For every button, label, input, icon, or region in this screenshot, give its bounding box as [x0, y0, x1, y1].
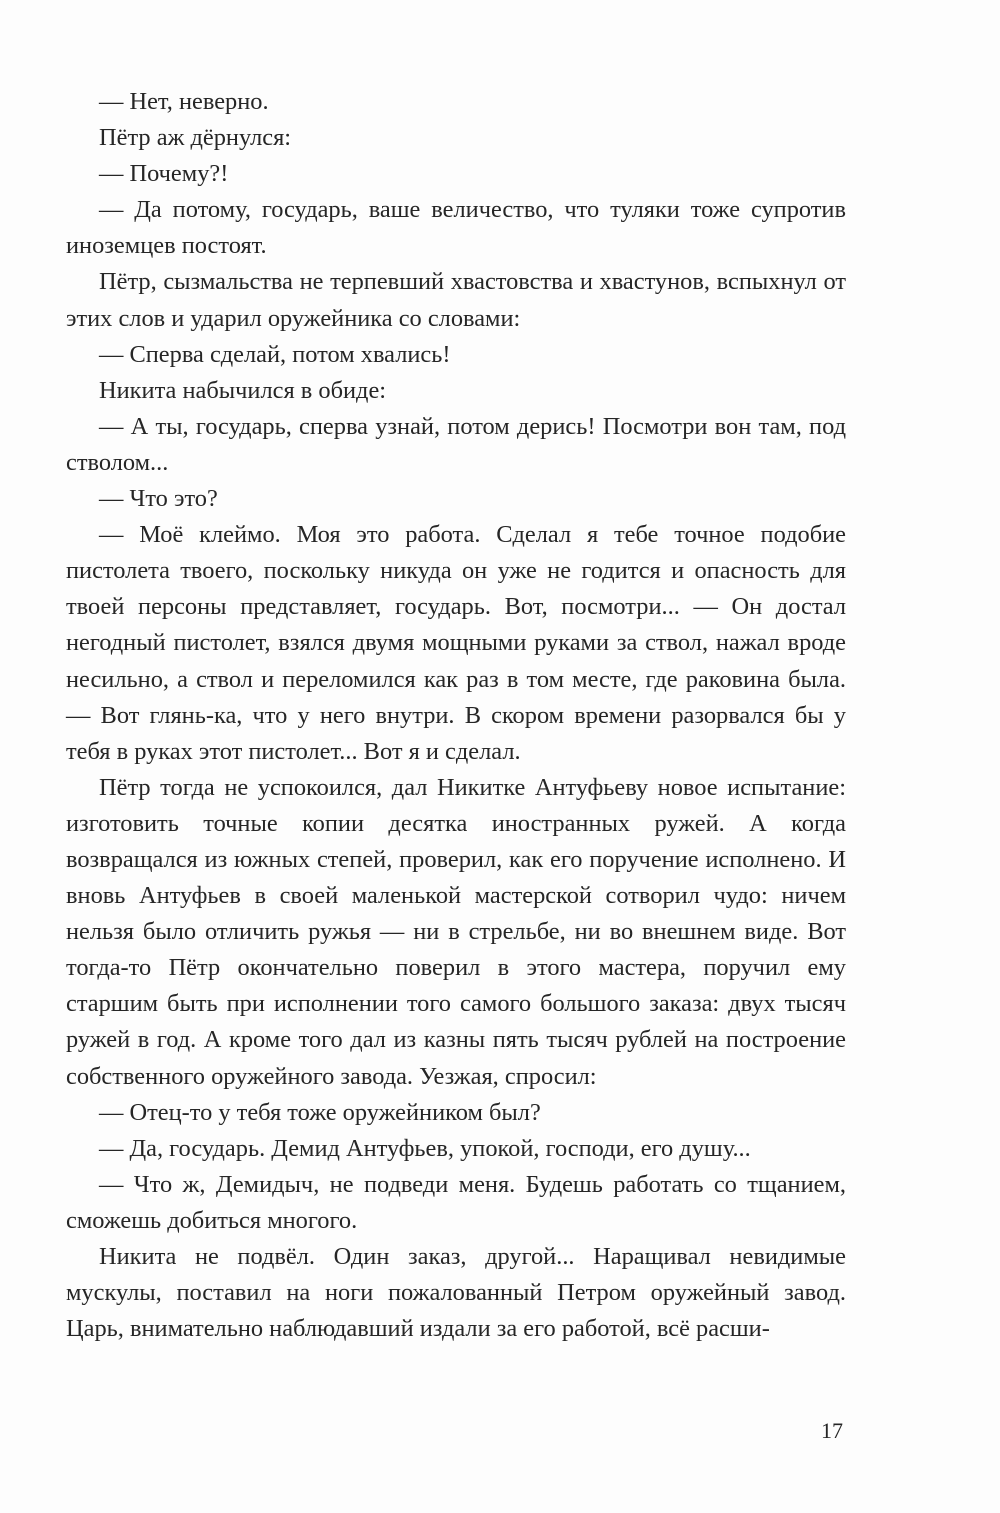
paragraph: — Что ж, Демидыч, не подведи меня. Будешь работать со тщанием, сможешь добиться многого. [66, 1170, 846, 1234]
paragraph: — Да потому, государь, ваше величество, что туляки тоже супротив иноземцев постоят. [66, 196, 846, 260]
paragraph: Пётр тогда не успокоился, дал Никитке Антуфьеву новое испытание: изготовить точные копии десятка иностранных ружей. А когда возвращался из южных степей, проверил, как его поручение исполнено. И вновь Антуфьев в своей маленькой мастерской сотворил чудо: ничем нельзя было отличить ружья — ни в стрельбе, ни во внешнем виде. Вот тогда-то Пётр окончательно поверил в этого мастера, поручил ему старшим быть при исполнении того самого большого заказа: двух тысяч ружей в год. А кроме того дал из казны пять тысяч рублей на построение собственного оружейного завода. Уезжая, спросил: [66, 773, 846, 1090]
paragraph: — Моё клеймо. Моя это работа. Сделал я тебе точное подобие пистолета твоего, поскольку никуда он уже не годится и опасность для твоей персоны представляет, государь. Вот, посмотри... — Он достал негодный пистолет, взялся двумя мощными руками за ствол, нажал вроде несильно, а ствол и переломился как раз в том месте, где раковина была. — Вот глянь-ка, что у него внутри. В скором времени разорвался бы у тебя в руках этот пистолет... Вот я и сделал. [66, 521, 846, 765]
paragraph: — Почему?! [99, 160, 229, 188]
body-text [66, 84, 846, 1347]
paragraph: — Нет, неверно. [99, 88, 269, 115]
page-number: 17 [821, 1418, 843, 1443]
paragraph: Никита не подвёл. Один заказ, другой... Наращивал невидимые мускулы, поставил на ноги пожалованный Петром оружейный завод. Царь, внимательно наблюдавший издали за его работой, всё расши- [66, 1243, 846, 1343]
paragraph: — Да, государь. Демид Антуфьев, упокой, господи, его душу... [99, 1134, 751, 1162]
paragraph: — Что это? [99, 485, 218, 513]
paragraph: Пётр, сызмальства не терпевший хвастовства и хвастунов, вспыхнул от этих слов и ударил оружейника со словами: [66, 268, 846, 332]
paragraph: — Отец-то у тебя тоже оружейником был? [99, 1098, 541, 1126]
paragraph: Никита набычился в обиде: [99, 376, 387, 404]
paragraph: — А ты, государь, сперва узнай, потом дерись! Посмотри вон там, под стволом... [66, 412, 846, 476]
paragraph: Пётр аж дёрнулся: [99, 124, 292, 152]
paragraph: — Сперва сделай, потом хвались! [99, 340, 451, 368]
